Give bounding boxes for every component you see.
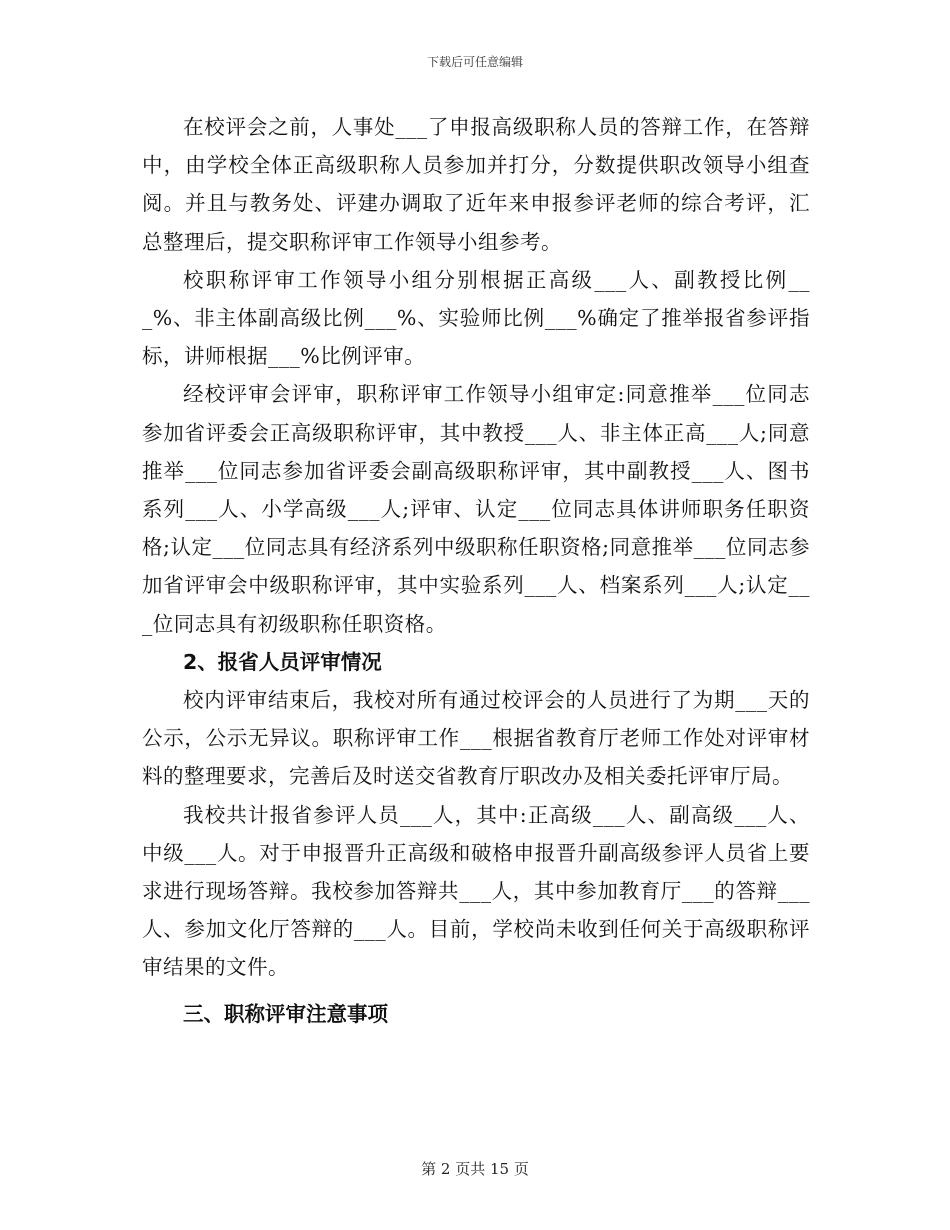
paragraph-public-notice: 校内评审结束后，我校对所有通过校评会的人员进行了为期___天的公示，公示无异议。职称评审工作___根据省教育厅老师工作处对评审材料的整理要求，完善后及时送交省教育厅职改办及相关委托评审厅局。 (142, 688, 810, 789)
page-footer: 第 2 页共 15 页 (421, 1160, 529, 1178)
paragraph-quota-ratios: 校职称评审工作领导小组分别根据正高级___人、副教授比例___%、非主体副高级比例___%、实验师比例___%确定了推举报省参评指标，讲师根据___%比例评审。 (142, 267, 810, 369)
page-header: 下载后可任意编辑 (426, 55, 523, 69)
document-body (142, 108, 810, 1033)
paragraph-review-results: 经校评审会评审，职称评审工作领导小组审定:同意推举___位同志参加省评委会正高级职称评审，其中教授___人、非主体正高___人;同意推举___位同志参加省评委会副高级职称评审，其中副教授___人、图书系列___人、小学高级___人;评审、认定___位同志具体讲师职务任职资格;认定___位同志具有经济系列中级职称任职资格;同意推举___位同志参加省评审会中级职称评审，其中实验系列___人、档案系列___人;认定___位同志具有初级职称任职资格。 (142, 382, 810, 636)
section-heading-provincial-review: 2、报省人员评审情况 (183, 649, 382, 674)
paragraph-submission-count: 我校共计报省参评人员___人，其中:正高级___人、副高级___人、中级___人。对于申报晋升正高级和破格申报晋升副高级参评人员省上要求进行现场答辩。我校参加答辩共___人，其中参加教育厅___的答辩___人、参加文化厅答辩的___人。目前，学校尚未收到任何关于高级职称评审结果的文件。 (142, 802, 810, 980)
section-heading-notes: 三、职称评审注意事项 (183, 1001, 388, 1026)
paragraph-defense-work: 在校评会之前，人事处___了申报高级职称人员的答辩工作，在答辩中，由学校全体正高级职称人员参加并打分，分数提供职改领导小组查阅。并且与教务处、评建办调取了近年来申报参评老师的综合考评，汇总整理后，提交职称评审工作领导小组参考。 (142, 115, 810, 254)
